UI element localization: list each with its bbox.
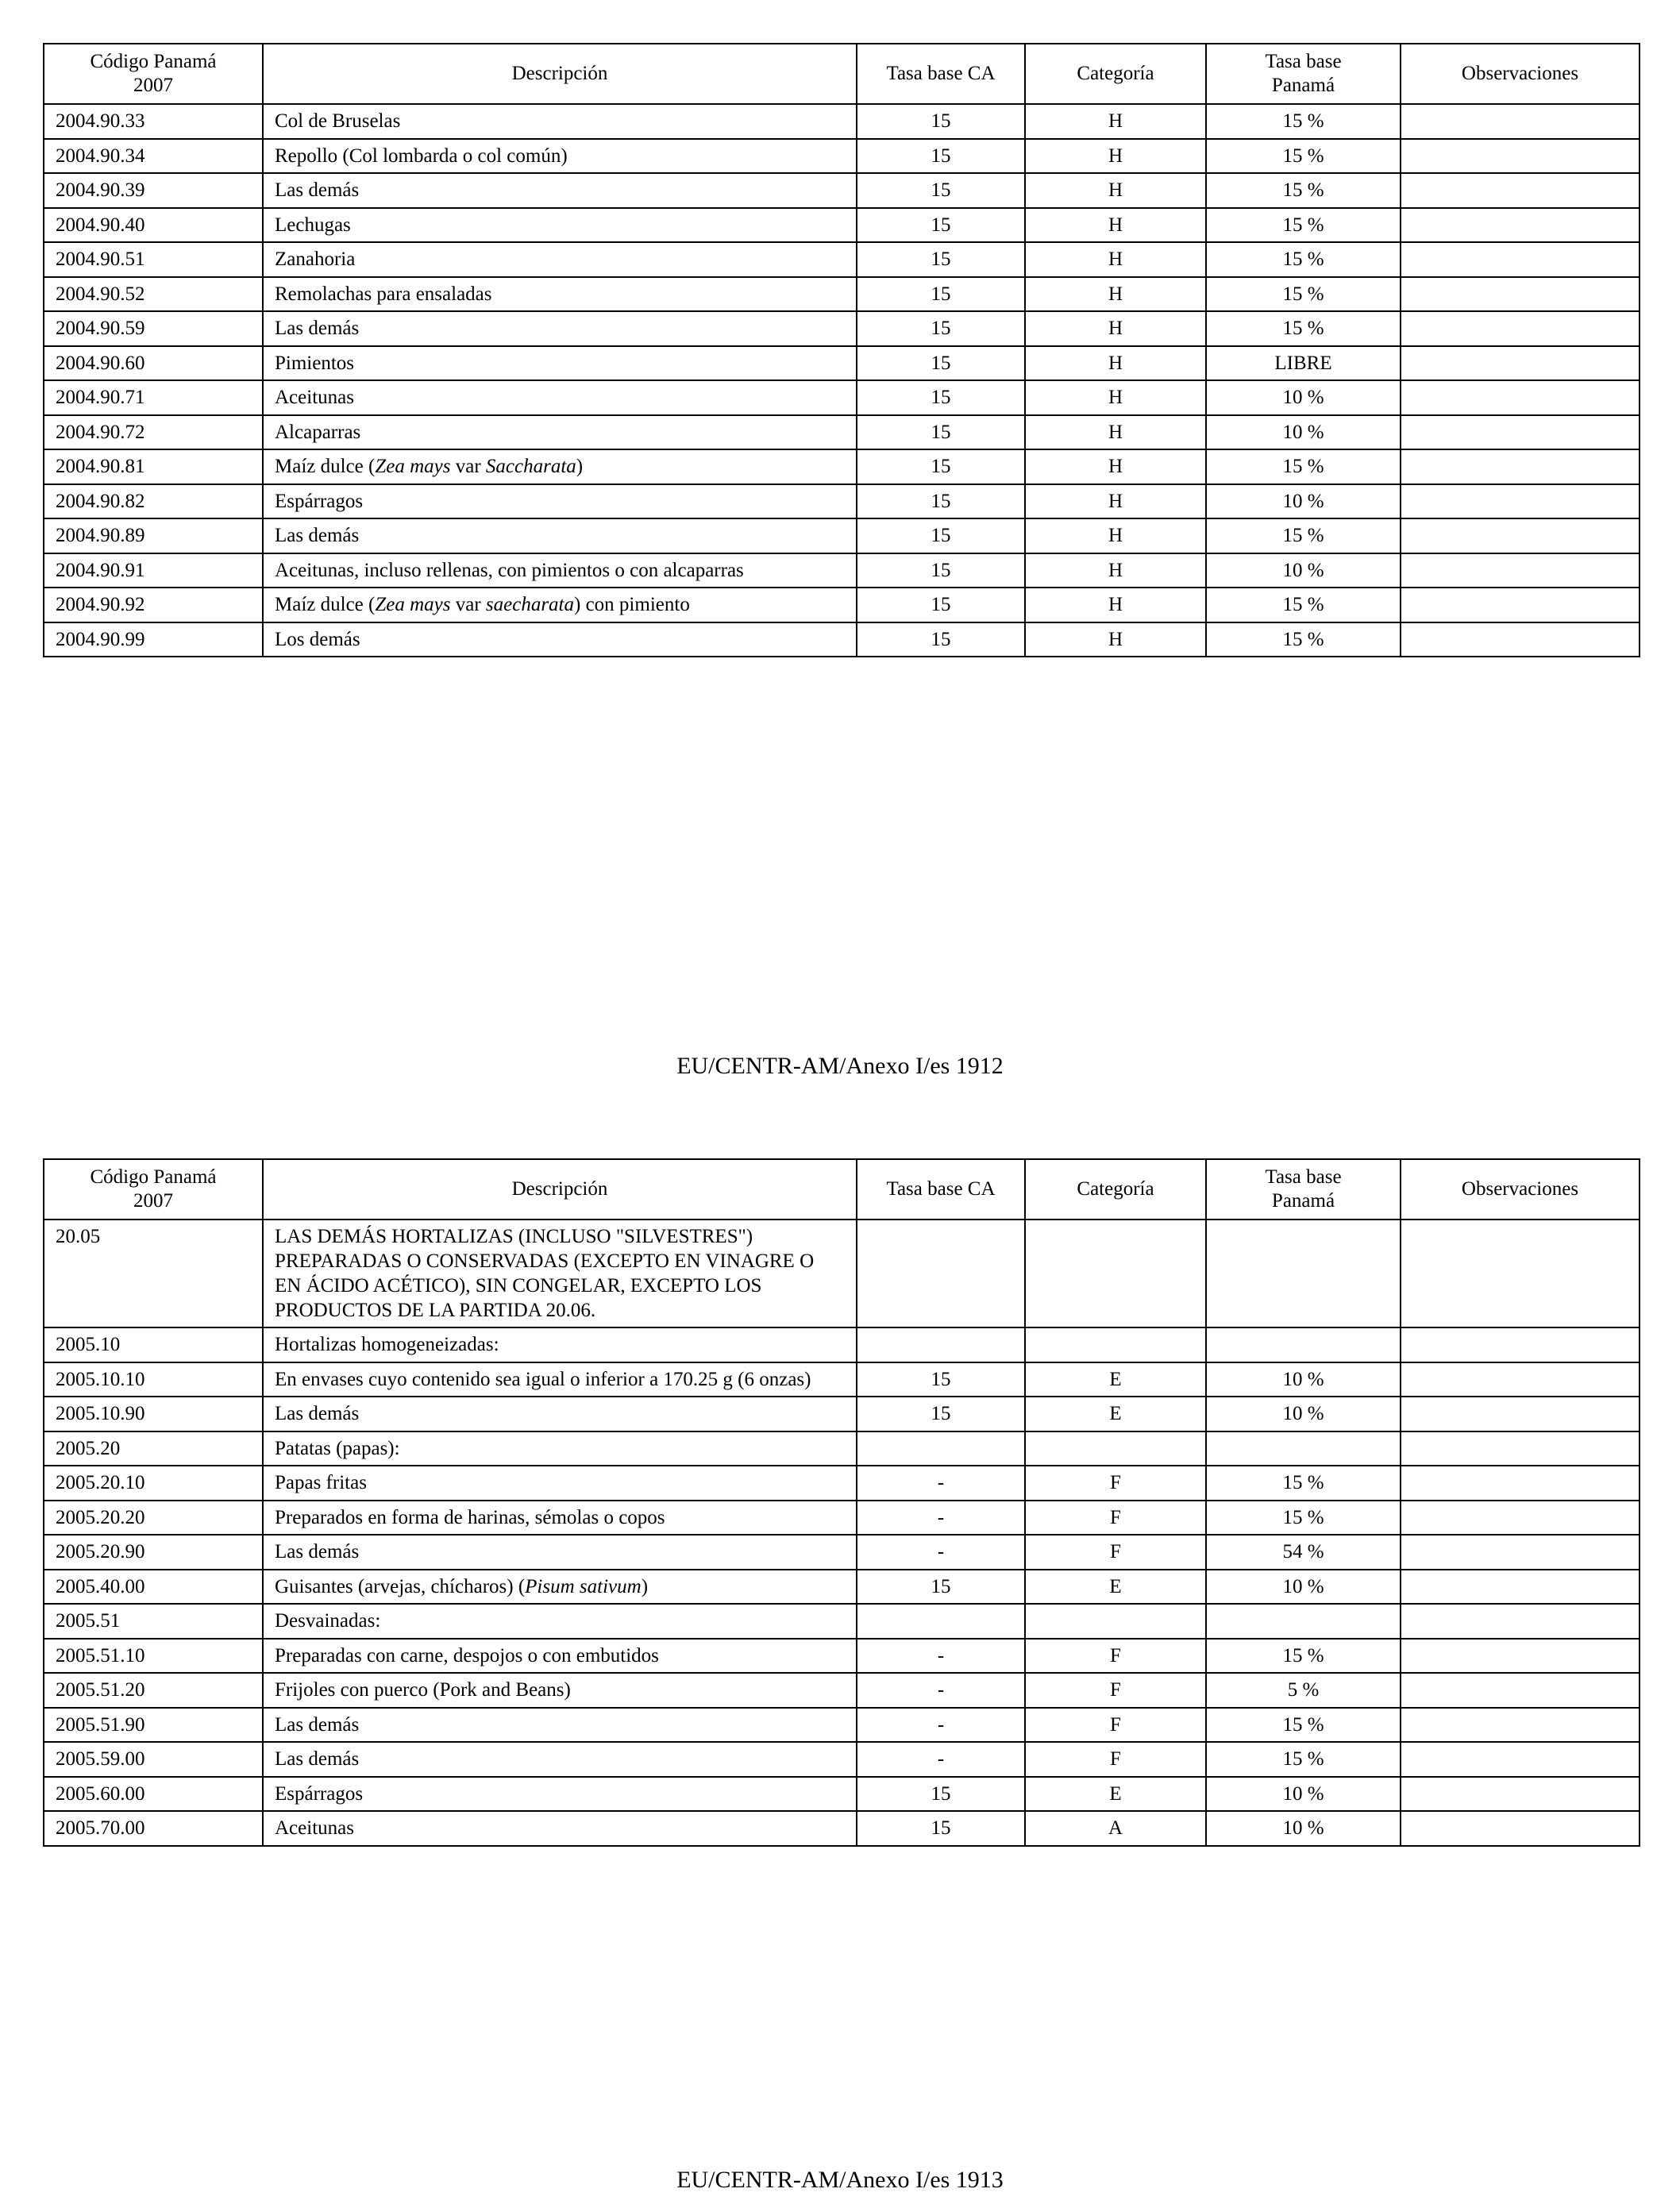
cell-code: 2004.90.51 bbox=[44, 242, 263, 277]
cell-description: Hortalizas homogeneizadas: bbox=[263, 1327, 857, 1362]
cell-description bbox=[263, 1570, 857, 1605]
cell-tasa-ca: 15 bbox=[857, 1811, 1025, 1846]
cell-categoria: H bbox=[1025, 484, 1206, 519]
description-text: Guisantes (arvejas, chícharos) ( bbox=[275, 1575, 526, 1597]
cell-categoria: H bbox=[1025, 588, 1206, 622]
table-row bbox=[44, 588, 1640, 622]
cell-categoria: H bbox=[1025, 104, 1206, 139]
cell-observaciones bbox=[1401, 415, 1640, 450]
description-text: Maíz dulce ( bbox=[275, 594, 376, 615]
cell-categoria: H bbox=[1025, 553, 1206, 588]
description-text: var bbox=[450, 456, 486, 477]
cell-observaciones bbox=[1401, 1777, 1640, 1812]
cell-code: 2005.10.10 bbox=[44, 1362, 263, 1397]
cell-code: 2005.20.90 bbox=[44, 1535, 263, 1570]
cell-description: Aceitunas bbox=[263, 1811, 857, 1846]
header-categoria: Categoría bbox=[1025, 1159, 1206, 1220]
header-codigo-line2: 2007 bbox=[133, 75, 173, 96]
cell-tasa-panama: 15 % bbox=[1206, 277, 1401, 312]
cell-description: Los demás bbox=[263, 622, 857, 657]
header-codigo-line2: 2007 bbox=[133, 1190, 173, 1212]
cell-description: Las demás bbox=[263, 1397, 857, 1431]
cell-observaciones bbox=[1401, 1397, 1640, 1431]
cell-tasa-panama bbox=[1206, 1431, 1401, 1466]
cell-tasa-panama: 10 % bbox=[1206, 1777, 1401, 1812]
table-header-row bbox=[44, 1159, 1640, 1220]
cell-description: Col de Bruselas bbox=[263, 104, 857, 139]
cell-categoria: F bbox=[1025, 1501, 1206, 1535]
cell-observaciones bbox=[1401, 553, 1640, 588]
cell-description: Las demás bbox=[263, 1535, 857, 1570]
cell-observaciones bbox=[1401, 173, 1640, 208]
cell-tasa-ca: 15 bbox=[857, 588, 1025, 622]
cell-code: 2004.90.81 bbox=[44, 449, 263, 484]
table-row bbox=[44, 242, 1640, 277]
cell-description bbox=[263, 449, 857, 484]
cell-categoria: H bbox=[1025, 518, 1206, 553]
cell-tasa-panama: 54 % bbox=[1206, 1535, 1401, 1570]
cell-description: Frijoles con puerco (Pork and Beans) bbox=[263, 1673, 857, 1708]
cell-categoria: H bbox=[1025, 346, 1206, 381]
cell-tasa-panama: 15 % bbox=[1206, 1501, 1401, 1535]
description-italic: saecharata bbox=[485, 594, 575, 615]
table-row bbox=[44, 1604, 1640, 1639]
cell-code: 2004.90.99 bbox=[44, 622, 263, 657]
cell-code: 2004.90.52 bbox=[44, 277, 263, 312]
cell-code: 2004.90.60 bbox=[44, 346, 263, 381]
cell-tasa-panama bbox=[1206, 1220, 1401, 1327]
description-italic: Zea mays bbox=[375, 594, 451, 615]
cell-description: Repollo (Col lombarda o col común) bbox=[263, 139, 857, 174]
cell-tasa-ca: 15 bbox=[857, 484, 1025, 519]
cell-code: 2005.10 bbox=[44, 1327, 263, 1362]
cell-code: 2005.60.00 bbox=[44, 1777, 263, 1812]
cell-code: 2005.51.10 bbox=[44, 1639, 263, 1674]
table-row bbox=[44, 1397, 1640, 1431]
cell-tasa-ca: 15 bbox=[857, 311, 1025, 346]
cell-code: 2004.90.82 bbox=[44, 484, 263, 519]
cell-tasa-ca: - bbox=[857, 1501, 1025, 1535]
cell-description: Las demás bbox=[263, 1708, 857, 1743]
cell-code: 2005.70.00 bbox=[44, 1811, 263, 1846]
cell-categoria: F bbox=[1025, 1639, 1206, 1674]
description-italic: Saccharata bbox=[485, 456, 576, 477]
cell-code: 2004.90.59 bbox=[44, 311, 263, 346]
cell-categoria: H bbox=[1025, 277, 1206, 312]
cell-code: 2004.90.34 bbox=[44, 139, 263, 174]
cell-observaciones bbox=[1401, 104, 1640, 139]
cell-tasa-panama bbox=[1206, 1604, 1401, 1639]
cell-tasa-panama: LIBRE bbox=[1206, 346, 1401, 381]
header-tasa-panama bbox=[1206, 44, 1401, 104]
cell-description: Las demás bbox=[263, 311, 857, 346]
cell-description: En envases cuyo contenido sea igual o inferior a 170.25 g (6 onzas) bbox=[263, 1362, 857, 1397]
cell-description: Las demás bbox=[263, 173, 857, 208]
table-body bbox=[44, 1220, 1640, 1846]
cell-code: 2005.40.00 bbox=[44, 1570, 263, 1605]
cell-description: Lechugas bbox=[263, 208, 857, 243]
cell-tasa-ca: - bbox=[857, 1742, 1025, 1777]
cell-description: Aceitunas, incluso rellenas, con pimientos o con alcaparras bbox=[263, 553, 857, 588]
cell-categoria: H bbox=[1025, 242, 1206, 277]
cell-tasa-panama: 15 % bbox=[1206, 104, 1401, 139]
table-row bbox=[44, 139, 1640, 174]
table-row bbox=[44, 1431, 1640, 1466]
cell-tasa-panama: 10 % bbox=[1206, 1811, 1401, 1846]
cell-tasa-ca: - bbox=[857, 1673, 1025, 1708]
cell-categoria: E bbox=[1025, 1777, 1206, 1812]
cell-observaciones bbox=[1401, 139, 1640, 174]
cell-description: Las demás bbox=[263, 518, 857, 553]
cell-categoria: F bbox=[1025, 1673, 1206, 1708]
cell-categoria bbox=[1025, 1431, 1206, 1466]
tariff-table-1 bbox=[43, 43, 1640, 657]
cell-observaciones bbox=[1401, 1742, 1640, 1777]
cell-categoria: E bbox=[1025, 1570, 1206, 1605]
description-text: var bbox=[450, 594, 486, 615]
cell-tasa-panama: 15 % bbox=[1206, 449, 1401, 484]
cell-observaciones bbox=[1401, 380, 1640, 415]
cell-tasa-ca: 15 bbox=[857, 277, 1025, 312]
cell-tasa-ca: 15 bbox=[857, 208, 1025, 243]
cell-description: Zanahoria bbox=[263, 242, 857, 277]
cell-tasa-ca: 15 bbox=[857, 173, 1025, 208]
cell-tasa-panama: 15 % bbox=[1206, 1639, 1401, 1674]
cell-categoria: F bbox=[1025, 1742, 1206, 1777]
header-tasa-panama-line2: Panamá bbox=[1271, 1190, 1335, 1212]
cell-description bbox=[263, 588, 857, 622]
table-row bbox=[44, 1742, 1640, 1777]
cell-categoria: H bbox=[1025, 311, 1206, 346]
table-row bbox=[44, 1639, 1640, 1674]
description-italic: Pisum sativum bbox=[525, 1575, 642, 1597]
header-tasa-panama bbox=[1206, 1159, 1401, 1220]
cell-categoria: H bbox=[1025, 415, 1206, 450]
cell-tasa-ca: 15 bbox=[857, 415, 1025, 450]
header-codigo-line1: Código Panamá bbox=[90, 51, 217, 72]
cell-description: Patatas (papas): bbox=[263, 1431, 857, 1466]
cell-tasa-panama bbox=[1206, 1327, 1401, 1362]
cell-code: 2005.10.90 bbox=[44, 1397, 263, 1431]
cell-tasa-ca: - bbox=[857, 1639, 1025, 1674]
cell-tasa-panama: 15 % bbox=[1206, 173, 1401, 208]
cell-categoria: E bbox=[1025, 1362, 1206, 1397]
header-observaciones: Observaciones bbox=[1401, 44, 1640, 104]
cell-tasa-ca: 15 bbox=[857, 553, 1025, 588]
cell-description: Pimientos bbox=[263, 346, 857, 381]
header-tasa-ca: Tasa base CA bbox=[857, 1159, 1025, 1220]
cell-code: 2005.51 bbox=[44, 1604, 263, 1639]
cell-observaciones bbox=[1401, 346, 1640, 381]
table-row bbox=[44, 622, 1640, 657]
cell-categoria: F bbox=[1025, 1535, 1206, 1570]
cell-code: 2004.90.89 bbox=[44, 518, 263, 553]
cell-observaciones bbox=[1401, 1431, 1640, 1466]
header-codigo bbox=[44, 1159, 263, 1220]
cell-observaciones bbox=[1401, 311, 1640, 346]
cell-tasa-ca: 15 bbox=[857, 1777, 1025, 1812]
header-codigo-line1: Código Panamá bbox=[90, 1166, 217, 1188]
cell-description: Espárragos bbox=[263, 484, 857, 519]
cell-observaciones bbox=[1401, 518, 1640, 553]
cell-tasa-ca: 15 bbox=[857, 242, 1025, 277]
table-row bbox=[44, 449, 1640, 484]
cell-observaciones bbox=[1401, 1604, 1640, 1639]
cell-tasa-panama: 5 % bbox=[1206, 1673, 1401, 1708]
table-row bbox=[44, 1466, 1640, 1501]
cell-code: 2005.59.00 bbox=[44, 1742, 263, 1777]
cell-tasa-panama: 10 % bbox=[1206, 380, 1401, 415]
cell-observaciones bbox=[1401, 1570, 1640, 1605]
cell-observaciones bbox=[1401, 622, 1640, 657]
cell-tasa-ca: 15 bbox=[857, 1397, 1025, 1431]
cell-tasa-ca: 15 bbox=[857, 1362, 1025, 1397]
table-row bbox=[44, 1708, 1640, 1743]
cell-code: 20.05 bbox=[44, 1220, 263, 1327]
cell-code: 2005.20 bbox=[44, 1431, 263, 1466]
table-row bbox=[44, 1777, 1640, 1812]
cell-observaciones bbox=[1401, 588, 1640, 622]
description-text: Maíz dulce ( bbox=[275, 456, 376, 477]
cell-tasa-panama: 15 % bbox=[1206, 311, 1401, 346]
cell-tasa-ca: - bbox=[857, 1466, 1025, 1501]
cell-categoria: H bbox=[1025, 449, 1206, 484]
header-codigo bbox=[44, 44, 263, 104]
table-row bbox=[44, 1327, 1640, 1362]
cell-code: 2004.90.91 bbox=[44, 553, 263, 588]
table-row bbox=[44, 208, 1640, 243]
cell-tasa-ca: 15 bbox=[857, 518, 1025, 553]
cell-observaciones bbox=[1401, 1673, 1640, 1708]
cell-code: 2004.90.40 bbox=[44, 208, 263, 243]
cell-categoria: F bbox=[1025, 1466, 1206, 1501]
cell-observaciones bbox=[1401, 208, 1640, 243]
table-row bbox=[44, 1570, 1640, 1605]
cell-code: 2005.51.90 bbox=[44, 1708, 263, 1743]
cell-categoria: H bbox=[1025, 139, 1206, 174]
cell-observaciones bbox=[1401, 1327, 1640, 1362]
cell-categoria: H bbox=[1025, 622, 1206, 657]
header-descripcion: Descripción bbox=[263, 44, 857, 104]
table-header-row bbox=[44, 44, 1640, 104]
cell-observaciones bbox=[1401, 484, 1640, 519]
cell-observaciones bbox=[1401, 1708, 1640, 1743]
tariff-table-2 bbox=[43, 1158, 1640, 1847]
cell-tasa-ca: 15 bbox=[857, 380, 1025, 415]
table-row bbox=[44, 173, 1640, 208]
cell-tasa-ca: - bbox=[857, 1708, 1025, 1743]
cell-observaciones bbox=[1401, 1501, 1640, 1535]
cell-categoria: H bbox=[1025, 208, 1206, 243]
cell-tasa-ca bbox=[857, 1604, 1025, 1639]
cell-description: Preparadas con carne, despojos o con embutidos bbox=[263, 1639, 857, 1674]
cell-description: Preparados en forma de harinas, sémolas o copos bbox=[263, 1501, 857, 1535]
cell-observaciones bbox=[1401, 1535, 1640, 1570]
header-tasa-panama-line2: Panamá bbox=[1271, 75, 1335, 96]
cell-observaciones bbox=[1401, 449, 1640, 484]
cell-observaciones bbox=[1401, 1811, 1640, 1846]
table-row bbox=[44, 1535, 1640, 1570]
cell-tasa-panama: 15 % bbox=[1206, 1742, 1401, 1777]
cell-tasa-ca: - bbox=[857, 1535, 1025, 1570]
cell-categoria bbox=[1025, 1604, 1206, 1639]
page-footer: EU/CENTR-AM/Anexo I/es 1913 bbox=[676, 2167, 1004, 2193]
cell-tasa-panama: 15 % bbox=[1206, 208, 1401, 243]
table-row bbox=[44, 484, 1640, 519]
description-italic: Zea mays bbox=[375, 456, 451, 477]
cell-description: Remolachas para ensaladas bbox=[263, 277, 857, 312]
cell-description: Alcaparras bbox=[263, 415, 857, 450]
cell-observaciones bbox=[1401, 1220, 1640, 1327]
cell-code: 2005.51.20 bbox=[44, 1673, 263, 1708]
cell-description: Desvainadas: bbox=[263, 1604, 857, 1639]
cell-tasa-panama: 15 % bbox=[1206, 1708, 1401, 1743]
table-row bbox=[44, 380, 1640, 415]
cell-observaciones bbox=[1401, 1362, 1640, 1397]
page-footer: EU/CENTR-AM/Anexo I/es 1912 bbox=[676, 1053, 1004, 1079]
cell-categoria: E bbox=[1025, 1397, 1206, 1431]
cell-tasa-ca: 15 bbox=[857, 622, 1025, 657]
cell-tasa-ca bbox=[857, 1327, 1025, 1362]
table-row bbox=[44, 1220, 1640, 1327]
cell-tasa-panama: 15 % bbox=[1206, 242, 1401, 277]
header-observaciones: Observaciones bbox=[1401, 1159, 1640, 1220]
header-categoria: Categoría bbox=[1025, 44, 1206, 104]
cell-tasa-panama: 15 % bbox=[1206, 1466, 1401, 1501]
table-row bbox=[44, 518, 1640, 553]
description-text: ) con pimiento bbox=[574, 594, 690, 615]
cell-tasa-ca: 15 bbox=[857, 1570, 1025, 1605]
cell-description: Las demás bbox=[263, 1742, 857, 1777]
table-row bbox=[44, 104, 1640, 139]
cell-observaciones bbox=[1401, 277, 1640, 312]
cell-tasa-ca: 15 bbox=[857, 449, 1025, 484]
cell-code: 2004.90.33 bbox=[44, 104, 263, 139]
cell-tasa-ca bbox=[857, 1431, 1025, 1466]
cell-observaciones bbox=[1401, 1639, 1640, 1674]
header-descripcion: Descripción bbox=[263, 1159, 857, 1220]
cell-tasa-panama: 15 % bbox=[1206, 622, 1401, 657]
cell-description: Papas fritas bbox=[263, 1466, 857, 1501]
cell-tasa-panama: 15 % bbox=[1206, 139, 1401, 174]
cell-categoria: H bbox=[1025, 380, 1206, 415]
cell-code: 2004.90.71 bbox=[44, 380, 263, 415]
table-row bbox=[44, 1811, 1640, 1846]
cell-tasa-panama: 15 % bbox=[1206, 588, 1401, 622]
cell-observaciones bbox=[1401, 242, 1640, 277]
cell-observaciones bbox=[1401, 1466, 1640, 1501]
description-text: ) bbox=[641, 1575, 649, 1597]
table-row bbox=[44, 415, 1640, 450]
cell-tasa-ca: 15 bbox=[857, 346, 1025, 381]
table-body bbox=[44, 104, 1640, 657]
cell-categoria bbox=[1025, 1220, 1206, 1327]
table-row bbox=[44, 1362, 1640, 1397]
cell-code: 2004.90.39 bbox=[44, 173, 263, 208]
cell-categoria: A bbox=[1025, 1811, 1206, 1846]
description-text: ) bbox=[576, 456, 584, 477]
cell-description: LAS DEMÁS HORTALIZAS (INCLUSO "SILVESTRES") PREPARADAS O CONSERVADAS (EXCEPTO EN VINAGRE O EN ÁCIDO ACÉTICO), SIN CONGELAR, EXCEPTO LOS PRODUCTOS DE LA PARTIDA 20.06. bbox=[263, 1220, 857, 1327]
cell-categoria: F bbox=[1025, 1708, 1206, 1743]
cell-tasa-ca: 15 bbox=[857, 104, 1025, 139]
cell-tasa-panama: 10 % bbox=[1206, 1570, 1401, 1605]
cell-categoria: H bbox=[1025, 173, 1206, 208]
header-tasa-panama-line1: Tasa base bbox=[1265, 51, 1342, 72]
cell-tasa-ca: 15 bbox=[857, 139, 1025, 174]
cell-code: 2004.90.92 bbox=[44, 588, 263, 622]
cell-description: Aceitunas bbox=[263, 380, 857, 415]
cell-code: 2005.20.20 bbox=[44, 1501, 263, 1535]
cell-tasa-panama: 10 % bbox=[1206, 553, 1401, 588]
table-row bbox=[44, 346, 1640, 381]
cell-description: Espárragos bbox=[263, 1777, 857, 1812]
cell-tasa-panama: 15 % bbox=[1206, 518, 1401, 553]
cell-tasa-panama: 10 % bbox=[1206, 484, 1401, 519]
table-row bbox=[44, 277, 1640, 312]
cell-tasa-panama: 10 % bbox=[1206, 1397, 1401, 1431]
table-row bbox=[44, 553, 1640, 588]
cell-categoria bbox=[1025, 1327, 1206, 1362]
table-row bbox=[44, 1673, 1640, 1708]
table-row bbox=[44, 1501, 1640, 1535]
header-tasa-panama-line1: Tasa base bbox=[1265, 1166, 1342, 1188]
cell-tasa-panama: 10 % bbox=[1206, 415, 1401, 450]
cell-tasa-panama: 10 % bbox=[1206, 1362, 1401, 1397]
cell-code: 2004.90.72 bbox=[44, 415, 263, 450]
table-row bbox=[44, 311, 1640, 346]
header-tasa-ca: Tasa base CA bbox=[857, 44, 1025, 104]
cell-code: 2005.20.10 bbox=[44, 1466, 263, 1501]
cell-tasa-ca bbox=[857, 1220, 1025, 1327]
